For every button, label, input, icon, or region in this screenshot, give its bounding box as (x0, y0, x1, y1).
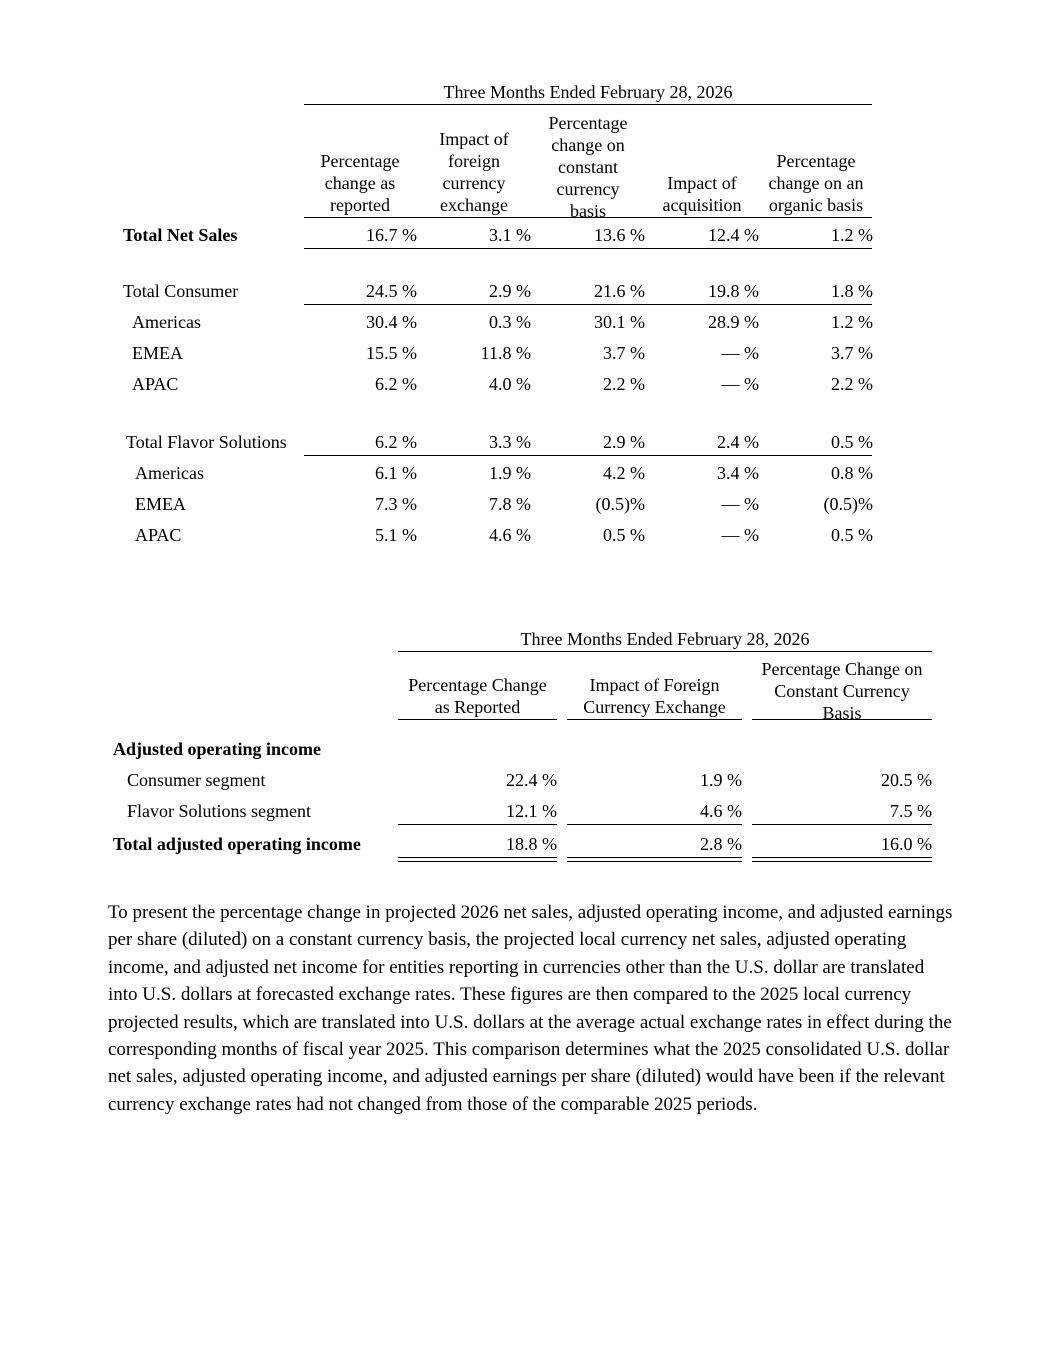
table1-cell: 3.4 % (717, 463, 759, 483)
table1-period-header: Three Months Ended February 28, 2026 (443, 82, 733, 102)
table1-row-label-total-net-sales: Total Net Sales (123, 225, 238, 245)
table1-cell: 2.2 % (603, 374, 645, 394)
table1-consumer-rule (304, 304, 872, 305)
table1-cell: — % (721, 494, 759, 514)
table2-subtotal-rule-1 (398, 824, 557, 825)
table2-row-label-consumer-segment: Consumer segment (127, 770, 266, 790)
table1-cell: 6.1 % (375, 463, 417, 483)
table2-period-rule (398, 651, 932, 652)
table1-cell: — % (721, 374, 759, 394)
table1-cell: 2.9 % (603, 432, 645, 452)
table1-cell: 28.9 % (708, 312, 759, 332)
table2-header-rule-1 (398, 719, 557, 720)
table1-cell: 3.7 % (603, 343, 645, 363)
table1-cell: 15.5 % (366, 343, 417, 363)
table2-cell: 7.5 % (890, 801, 932, 821)
table1-cell: 3.3 % (489, 432, 531, 452)
table1-cell: 13.6 % (594, 225, 645, 245)
table2-total-double-rule-3 (752, 857, 932, 862)
table1-cell: 11.8 % (480, 343, 531, 363)
table2-col-header-2: Impact of Foreign Currency Exchange (583, 675, 726, 717)
table1-cell: 5.1 % (375, 525, 417, 545)
explanatory-paragraph: To present the percentage change in projected 2026 net sales, adjusted operating income, and adjusted earnings per share (diluted) on a constant currency basis, the projected local currency net sales, adjusted operating income, and adjusted net income for entities reporting in currencies other than the U.S. dollar are translated into U.S. dollars at forecasted exchange rates. These figures are then compared to the 2025 local currency projected results, which are translated into U.S. dollars at the average actual exchange rates in effect during the corresponding months of fiscal year 2025. This comparison determines what the 2025 consolidated U.S. dollar net sales, adjusted operating income, and adjusted earnings per share (diluted) would have been if the relevant currency exchange rates had not changed from those of the comparable 2025 periods. (108, 902, 953, 1115)
table1-cell: — % (721, 525, 759, 545)
table1-cell: 2.9 % (489, 281, 531, 301)
table1-col-header-3: Percentage change on constant currency basis (548, 113, 628, 221)
table1-cell: 1.2 % (831, 225, 873, 245)
table1-cell: 1.8 % (831, 281, 873, 301)
table1-cell: 0.8 % (831, 463, 873, 483)
table1-cell: 3.7 % (831, 343, 873, 363)
table1-cell: 2.2 % (831, 374, 873, 394)
table2-col-header-1: Percentage Change as Reported (408, 675, 547, 717)
table1-total-rule (304, 248, 872, 249)
table1-cell: 6.2 % (375, 432, 417, 452)
table2-subtotal-rule-3 (752, 824, 932, 825)
table1-cell: 7.3 % (375, 494, 417, 514)
table1-flavor-rule (304, 455, 872, 456)
table1-row-label-total-consumer: Total Consumer (123, 281, 239, 301)
table1-cell: 0.3 % (489, 312, 531, 332)
table1-col-header-5: Percentage change on an organic basis (768, 151, 864, 215)
table2-cell: 1.9 % (700, 770, 742, 790)
table1-cell: 4.2 % (603, 463, 645, 483)
table1-row-label-americas: Americas (135, 463, 204, 483)
table1-cell: 1.9 % (489, 463, 531, 483)
table2-header-rule-2 (567, 719, 742, 720)
table1-cell: 6.2 % (375, 374, 417, 394)
table2-total-double-rule-1 (398, 857, 557, 862)
table1-row-label-apac: APAC (132, 374, 179, 394)
table1-col-header-2: Impact of foreign currency exchange (439, 129, 509, 215)
table1-cell: (0.5)% (595, 494, 645, 514)
table1-cell: 2.4 % (717, 432, 759, 452)
table1-row-label-emea: EMEA (132, 343, 183, 363)
table2-section-label: Adjusted operating income (113, 739, 321, 759)
table2-cell: 22.4 % (506, 770, 557, 790)
table1-row-label-apac: APAC (135, 525, 182, 545)
table2-cell: 16.0 % (881, 834, 932, 854)
table1-cell: — % (721, 343, 759, 363)
table1-cell: 7.8 % (489, 494, 531, 514)
table1-cell: 0.5 % (831, 432, 873, 452)
table2-subtotal-rule-2 (567, 824, 742, 825)
table1-cell: 0.5 % (603, 525, 645, 545)
table2-col-header-3: Percentage Change on Constant Currency Basis (761, 659, 923, 723)
table1-cell: 12.4 % (708, 225, 759, 245)
table1-cell: 21.6 % (594, 281, 645, 301)
table2-row-label-total-adjusted-operating-income: Total adjusted operating income (113, 834, 361, 854)
table1-cell: 4.0 % (489, 374, 531, 394)
table1-row-label-emea: EMEA (135, 494, 186, 514)
table1-row-label-americas: Americas (132, 312, 201, 332)
table1-cell: 24.5 % (366, 281, 417, 301)
table2-cell: 20.5 % (881, 770, 932, 790)
table1-cell: 30.4 % (366, 312, 417, 332)
table2-cell: 2.8 % (700, 834, 742, 854)
table1-header-rule (304, 217, 872, 218)
table1-cell: 3.1 % (489, 225, 531, 245)
table1-row-label-total-flavor-solutions: Total Flavor Solutions (126, 432, 287, 452)
table1-cell: 16.7 % (366, 225, 417, 245)
table2-header-rule-3 (752, 719, 932, 720)
table1-col-header-1: Percentage change as reported (320, 151, 400, 215)
table1-col-header-4: Impact of acquisition (662, 173, 742, 215)
table2-period-header: Three Months Ended February 28, 2026 (520, 629, 810, 649)
table2-cell: 12.1 % (506, 801, 557, 821)
table2-cell: 18.8 % (506, 834, 557, 854)
table1-cell: 19.8 % (708, 281, 759, 301)
table1-cell: 30.1 % (594, 312, 645, 332)
table2-cell: 4.6 % (700, 801, 742, 821)
table1-cell: 0.5 % (831, 525, 873, 545)
table1-cell: 4.6 % (489, 525, 531, 545)
table2-row-label-flavor-solutions-segment: Flavor Solutions segment (127, 801, 311, 821)
table1-cell: 1.2 % (831, 312, 873, 332)
table1-cell: (0.5)% (823, 494, 873, 514)
table1-period-rule (304, 104, 872, 105)
table2-total-double-rule-2 (567, 857, 742, 862)
